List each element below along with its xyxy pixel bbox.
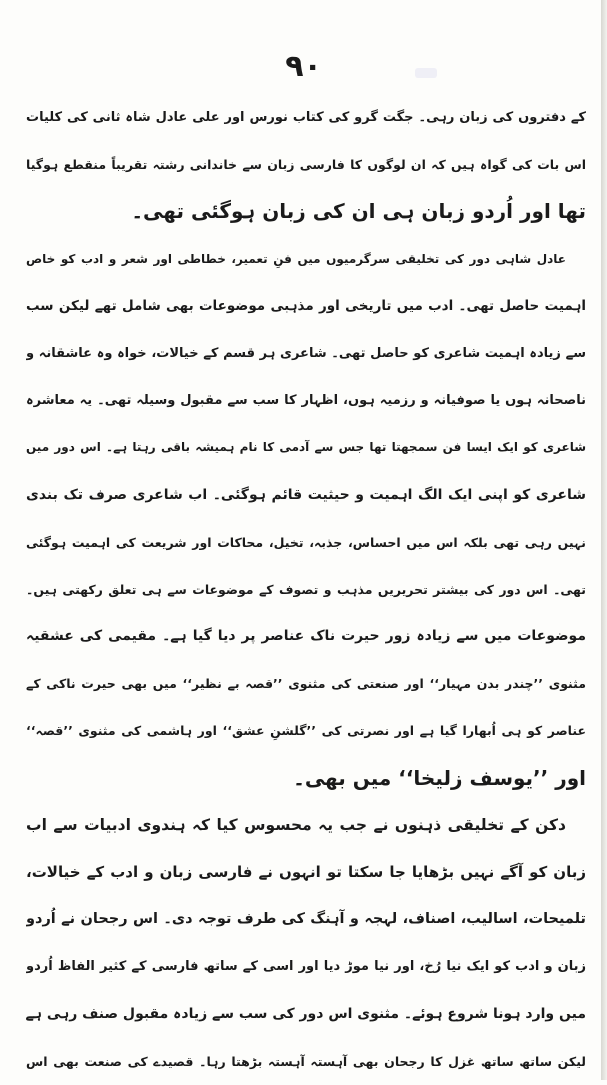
text-line: شاعری کو اپنی ایک الگ اہمیت و حیثیت قائم ہوگئی۔ اب شاعری صرف تک بندی (26, 486, 586, 503)
text-line: سے زیادہ اہمیت شاعری کو حاصل تھی۔ شاعری ہر قسم کے خیالات، خواہ وہ عاشقانہ و (26, 345, 586, 361)
text-line: نہیں رہی تھی بلکہ اس میں احساس، جذبہ، تخیل، محاکات اور شریعت کی اہمیت ہوگئی (26, 534, 586, 550)
text-line: کے دفتروں کی زبان رہی۔ جگت گرو کی کتاب نورس اور علی عادل شاہ ثانی کی کلیات (26, 110, 586, 125)
text-line: تھی۔ اس دور کی بیشتر تحریریں مذہب و تصوف کے موضوعات سے ہی تعلق رکھتی ہیں۔ (26, 581, 586, 597)
text-line: اور ’’یوسف زلیخا‘‘ میں بھی۔ (293, 765, 586, 790)
text-line: تلمیحات، اسالیب، اصناف، لہجہ و آہنگ کی طرف توجہ دی۔ اس رجحان نے اُردو (26, 911, 586, 928)
text-line: مثنوی ’’چندر بدن مہیار‘‘ اور صنعتی کی مثنوی ’’قصہ بے نظیر‘‘ میں بھی حیرت ناکی کے (26, 676, 586, 692)
text-line: شاعری کو ایک ایسا فن سمجھتا تھا جس سے آدمی کا نام ہمیشہ باقی رہتا ہے۔ اس دور میں (26, 440, 586, 455)
text-line: زبان و ادب کو ایک نیا رُخ، اور نیا موڑ دیا اور اسی کے ساتھ فارسی کے کثیر الفاظ اُردو (26, 959, 586, 975)
text-line: موضوعات میں سے زیادہ زور حیرت ناک عناصر پر دیا گیا ہے۔ مقیمی کی عشقیہ (26, 628, 586, 645)
text-line: اس بات کی گواہ ہیں کہ ان لوگوں کا فارسی زبان سے خاندانی رشتہ تقریباً منقطع ہوگیا (26, 157, 586, 173)
text-line: اہمیت حاصل تھی۔ ادب میں تاریخی اور مذہبی موضوعات بھی شامل تھے لیکن سب (26, 297, 586, 314)
text-line: عناصر کو ہی اُبھارا گیا ہے اور نصرتی کی ’’گلشنِ عشق‘‘ اور ہاشمی کی مثنوی ’’قصہ‘‘ (26, 723, 586, 739)
text-line: دکن کے تخلیقی ذہنوں نے جب یہ محسوس کیا کہ ہندوی ادبیات سے اب (26, 815, 566, 834)
text-line: تھا اور اُردو زبان ہی ان کی زبان ہوگئی تھی۔ (131, 199, 586, 224)
text-line: میں وارد ہونا شروع ہوئے۔ مثنوی اس دور کی سب سے زیادہ مقبول صنف رہی ہے (26, 1005, 586, 1022)
text-line: عادل شاہی دور کی تخلیقی سرگرمیوں میں فنِ تعمیر، خطاطی اور شعر و ادب کو خاص (26, 251, 566, 266)
page-number: ۹۰ (285, 49, 322, 84)
text-line: ناصحانہ ہوں یا صوفیانہ و رزمیہ ہوں، اظہار کا سب سے مقبول وسیلہ تھی۔ یہ معاشرہ (26, 393, 586, 409)
page-edge (601, 0, 607, 1080)
text-line: لیکن ساتھ ساتھ غزل کا رجحان بھی آہستہ آہستہ بڑھتا رہا۔ قصیدے کی صنعت بھی اس (26, 1053, 586, 1069)
body-text (26, 94, 586, 1085)
text-line: زبان کو آگے نہیں بڑھایا جا سکتا تو انہوں نے فارسی زبان و ادب کے خیالات، (26, 863, 586, 881)
